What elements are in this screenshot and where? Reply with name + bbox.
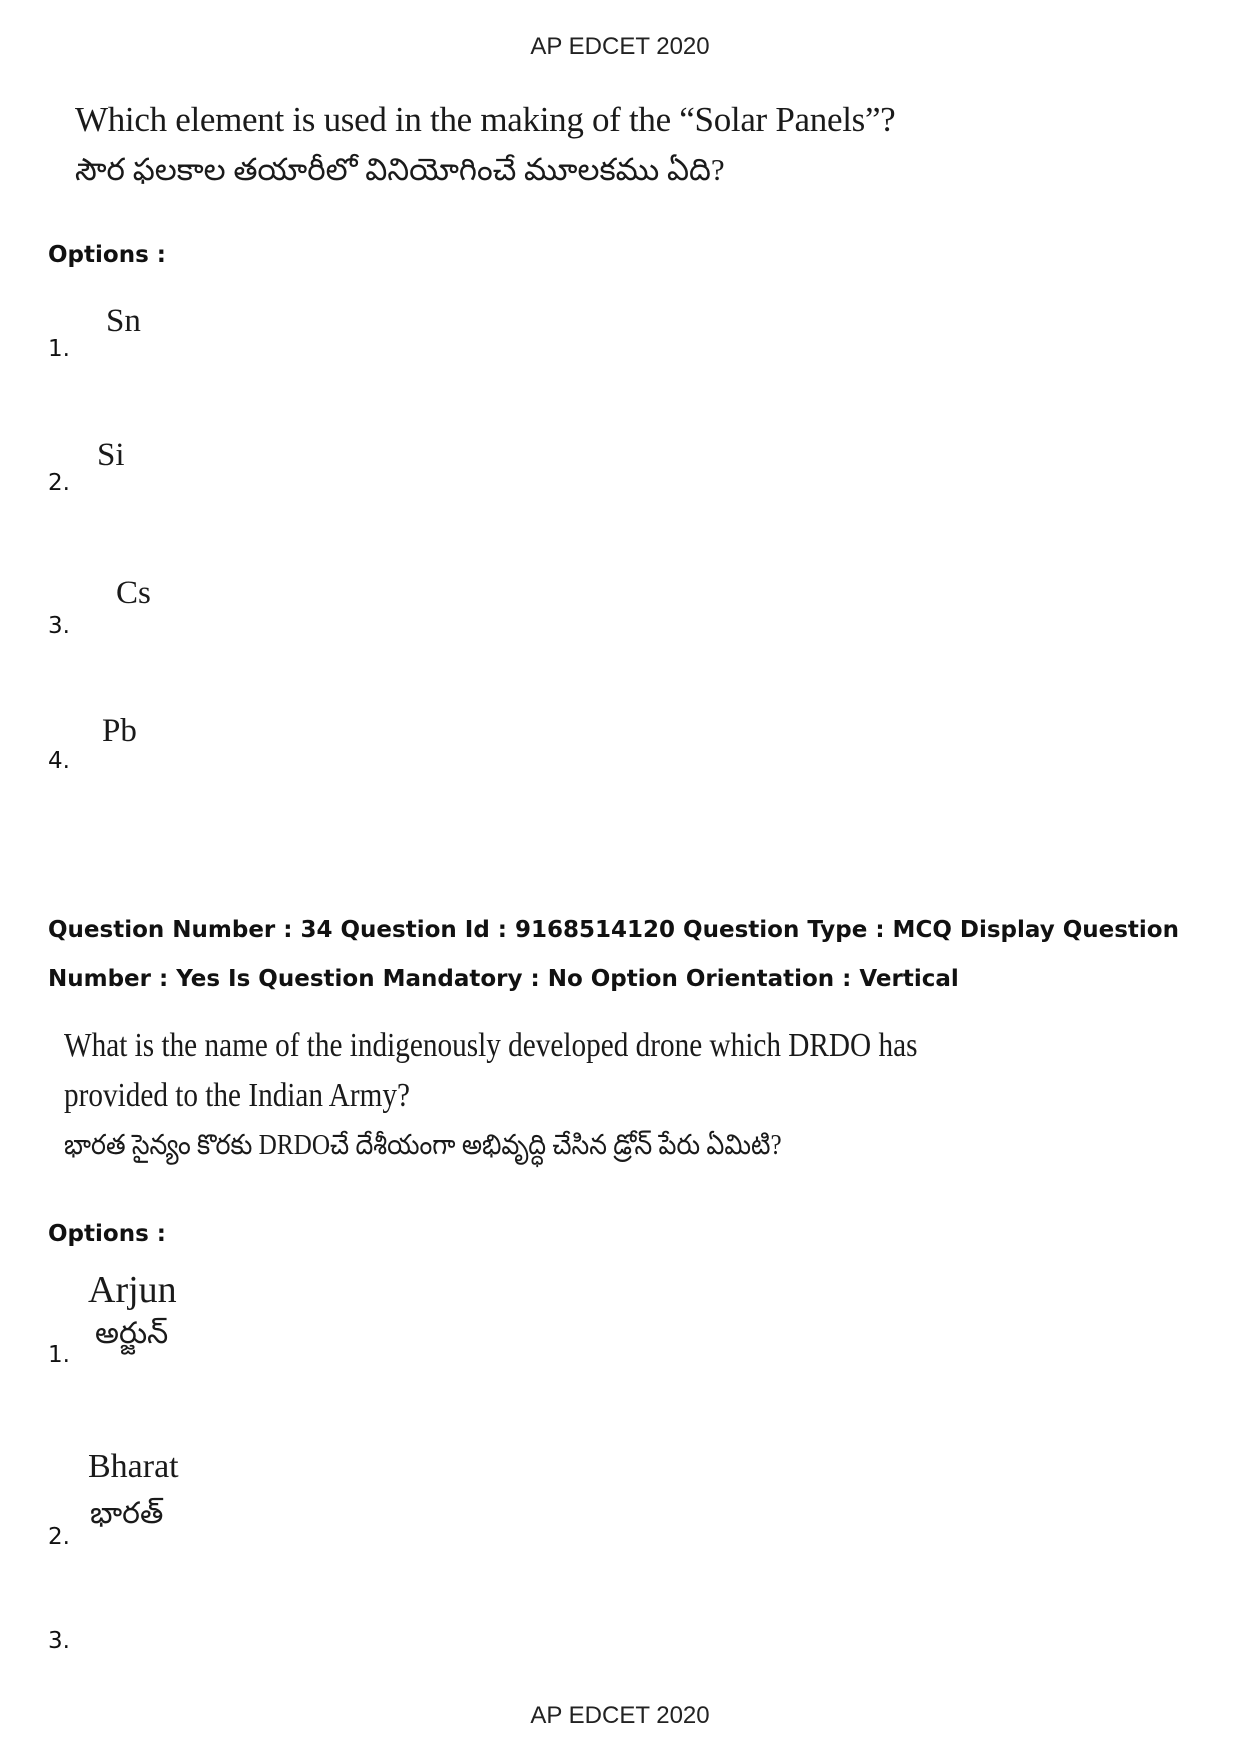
option-3-number: 3. xyxy=(48,1628,70,1654)
options-label: Options : xyxy=(48,1221,166,1247)
question-1-text-english: Which element is used in the making of the “Solar Panels”? xyxy=(75,100,896,139)
option-1-text-telugu: అర్జున్ xyxy=(95,1317,169,1350)
question-2-text-english-line-1: What is the name of the indigenously developed drone which DRDO has xyxy=(64,1027,918,1064)
option-2-text-english: Bharat xyxy=(88,1448,179,1485)
question-1-text-telugu: సౌర ఫలకాల తయారీలో వినియోగించే మూలకము ఏది? xyxy=(75,152,725,187)
question-2-text-telugu: భారత సైన్యం కొరకు DRDOచే దేశీయంగా అభివృద్ధి చేసిన డ్రోన్ పేరు ఏమిటి? xyxy=(64,1130,782,1161)
option-2-number: 2. xyxy=(48,1524,70,1550)
question-2-metadata-line-1: Question Number : 34 Question Id : 9168514120 Question Type : MCQ Display Question xyxy=(48,917,1179,943)
option-1-text: Sn xyxy=(106,303,141,339)
option-2-text-telugu: భారత్ xyxy=(90,1497,164,1530)
option-3-text: Cs xyxy=(116,575,151,611)
option-1-number: 1. xyxy=(48,1342,70,1368)
option-1-number: 1. xyxy=(48,336,70,362)
option-1-text-english: Arjun xyxy=(88,1269,177,1311)
option-2-text: Si xyxy=(97,437,125,473)
option-4-number: 4. xyxy=(48,748,70,774)
page-header: AP EDCET 2020 xyxy=(530,33,710,60)
options-label: Options : xyxy=(48,242,166,268)
option-4-text: Pb xyxy=(102,713,137,749)
question-2-metadata-line-2: Number : Yes Is Question Mandatory : No Option Orientation : Vertical xyxy=(48,966,959,992)
option-2-number: 2. xyxy=(48,470,70,496)
question-2-metadata xyxy=(48,906,1198,1004)
page-footer: AP EDCET 2020 xyxy=(530,1702,710,1729)
option-3-number: 3. xyxy=(48,613,70,639)
question-2-text-english-line-2: provided to the Indian Army? xyxy=(64,1077,410,1114)
